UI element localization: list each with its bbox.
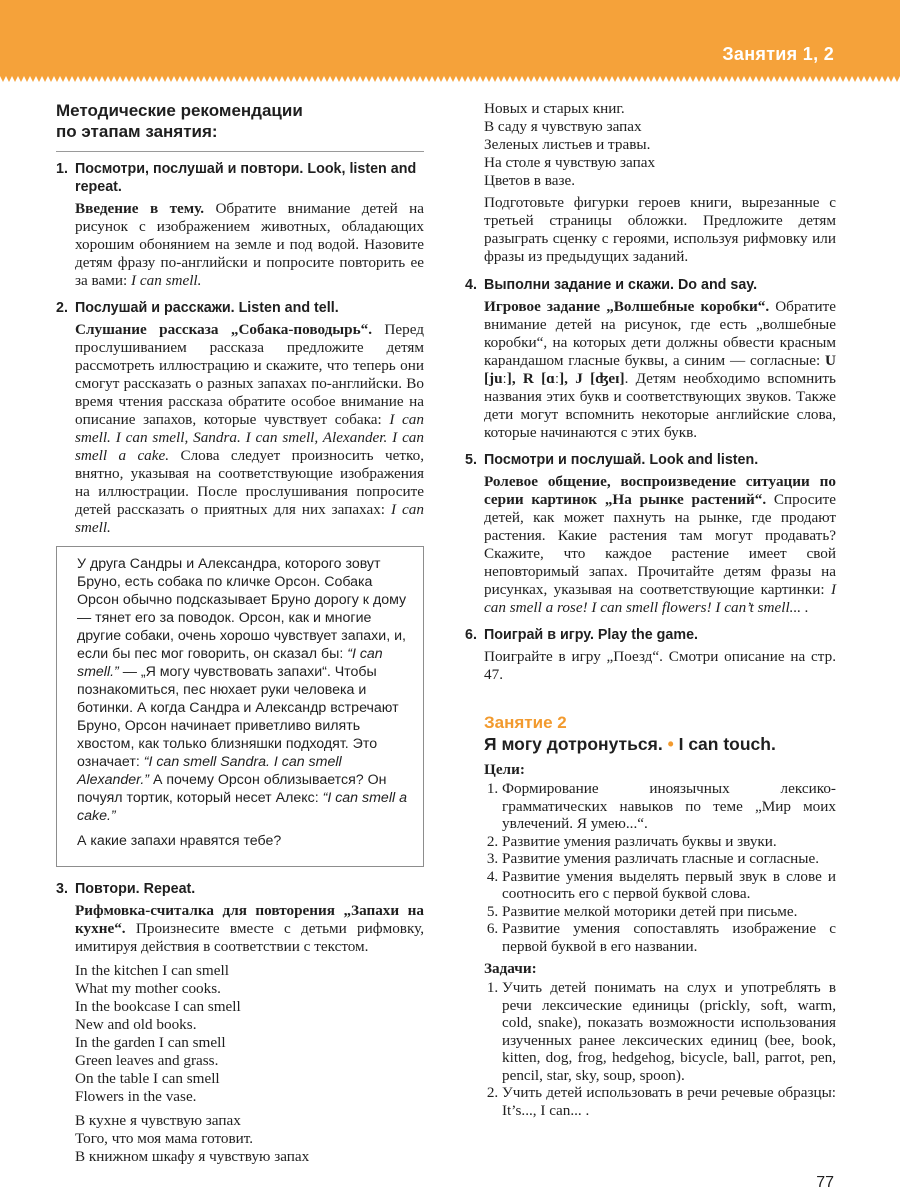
poem-line: На столе я чувствую запах — [484, 154, 656, 171]
list-item: 5. Развитие мелкой моторики детей при письме. — [502, 903, 836, 921]
task-number: 2. — [56, 300, 68, 316]
poem-line: In the bookcase I can smell — [75, 998, 241, 1015]
task-title: Послушай и расскажи. Listen and tell. — [75, 300, 339, 316]
list-item: 4. Развитие умения выделять первый звук в слове и соотносить его с первой буквой слова. — [502, 868, 836, 903]
poem-line: Новых и старых книг. — [484, 100, 625, 117]
poem-line: Green leaves and grass. — [75, 1052, 219, 1069]
list-item: 1. Учить детей понимать на слух и употреблять в речи лексические единицы (prickly, soft, warm, cold, snake), показать возможности использования изученных ранее лексических единиц (bee, book, kitten, dog, frog, hedgehog, bicycle, ball, parrot, pen, pencil, star, sky, soup, spoon). — [502, 979, 836, 1084]
task-title: Повтори. Repeat. — [75, 881, 196, 897]
poem-line: What my mother cooks. — [75, 980, 221, 997]
task-number: 5. — [465, 452, 477, 468]
task-number: 1. — [56, 161, 68, 177]
figures-text: Подготовьте фигурки героев книги, вырезанные с третьей страницы обложки. Предложите детям разыграть сценку с героями, используя рифмовку или фразы из предыдущих заданий. — [484, 194, 836, 265]
page-number: 77 — [816, 1174, 834, 1191]
poem-line: В книжном шкафу я чувствую запах — [75, 1148, 310, 1165]
poem-line: New and old books. — [75, 1016, 197, 1033]
task-5 — [465, 451, 836, 617]
left-column — [56, 100, 424, 1175]
tasks-label: Задачи: — [484, 960, 537, 977]
task-text: Рифмовка-считалка для повторения „Запахи на кухне“. Произнесите вместе с детьми рифмовку, имитируя действия в соответствии с текстом. — [75, 902, 424, 955]
task-number: 3. — [56, 881, 68, 897]
story-question: А какие запахи нравятся тебе? — [77, 833, 282, 849]
story-box — [56, 546, 424, 867]
story-text: У друга Сандры и Александра, которого зовут Бруно, есть собака по кличке Орсон. Собака Орсон обычно подсказывает Бруно дорогу к дому — тянет его за поводок. Орсон, как и многие другие собаки, очень хорошо чувствует запахи, и, если бы пес мог говорить, он сказал бы: “I can smell.” — „Я могу чувствовать запахи“. Чтобы познакомиться, пес нюхает руки человека и ботинки. А когда Сандра и Александр встречают Бруно, Орсон начинает приветливо вилять хвостом, как только близняшки подходят. Это означает: “I can smell Sandra. I can smell Alexander.” А почему Орсон облизывается? Он почуял тортик, который несет Алекс: “I can smell a cake.” — [77, 556, 407, 824]
goals-label: Цели: — [484, 761, 525, 778]
poem-line: In the kitchen I can smell — [75, 962, 229, 979]
poem-line: On the table I can smell — [75, 1070, 220, 1087]
poem-english — [75, 962, 424, 1106]
lesson-title: Занятие 2 — [484, 713, 567, 732]
task-number: 6. — [465, 627, 477, 643]
task-text: Слушание рассказа „Собака-поводырь“. Перед прослушиванием рассказа предложите детям рассмотреть иллюстрацию и скажите, что теперь они смогут рассказать о разных запахах по-английски. Во время чтения рассказа обратите особое внимание на описание запахов, которые чувствует собака: I can smell. I can smell, Sandra. I can smell, Alexander. I can smell a cake. Слова следует произносить четко, внятно, указывая на соответствующие изображения на иллюстрации. После прослушивания попросите детей рассказать о приятных для них запахах: I can smell. — [75, 321, 425, 536]
poem-line: Зеленых листьев и травы. — [484, 136, 651, 153]
lesson-subtitle: Я могу дотронуться. • I can touch. — [484, 734, 776, 754]
task-text: Поиграйте в игру „Поезд“. Смотри описание на стр. 47. — [484, 648, 836, 683]
task-6 — [465, 626, 836, 684]
list-item: 2. Учить детей использовать в речи речевые образцы: It’s..., I can... . — [502, 1084, 836, 1119]
header-zigzag-edge — [0, 76, 900, 86]
poem-line: В саду я чувствую запах — [484, 118, 642, 135]
tasks-list — [484, 979, 836, 1119]
bullet-dot: • — [667, 734, 674, 754]
list-item: 1. Формирование иноязычных лексико-грамматических навыков по теме „Мир моих увлечений. Я умею...“. — [502, 780, 836, 833]
poem-line: Flowers in the vase. — [75, 1088, 197, 1105]
task-title: Выполни задание и скажи. Do and say. — [484, 277, 758, 293]
poem-line: В кухне я чувствую запах — [75, 1112, 241, 1129]
goals-list — [484, 780, 836, 955]
poem-line: Цветов в вазе. — [484, 172, 576, 189]
list-item: 3. Развитие умения различать гласные и согласные. — [502, 850, 836, 868]
task-4 — [465, 276, 836, 442]
list-item: 2. Развитие умения различать буквы и звуки. — [502, 833, 836, 851]
heading-rule — [56, 151, 424, 152]
list-item: 6. Развитие умения сопоставлять изображение с первой буквой в его названии. — [502, 920, 836, 955]
poem-line: In the garden I can smell — [75, 1034, 226, 1051]
task-2 — [56, 299, 424, 537]
poem-line: Того, что моя мама готовит. — [75, 1130, 254, 1147]
task-title: Поиграй в игру. Play the game. — [484, 627, 699, 643]
task-title: Посмотри, послушай и повтори. Look, listen and repeat. — [75, 161, 417, 195]
task-text: Игровое задание „Волшебные коробки“. Обратите внимание детей на рисунок, где есть „волшебные коробки“, на которых дети должны обвести красным карандашом гласные буквы, а синим — согласные: U [juː], R [ɑː], J [ʤeɪ]. Детям необходимо вспомнить названия этих букв и соответствующих звуков. Также дети могут вспомнить некоторые английские слова, которые начинаются с этих букв. — [484, 298, 836, 441]
task-1 — [56, 160, 424, 290]
task-number: 4. — [465, 277, 477, 293]
poem-russian — [75, 1112, 424, 1166]
section-heading: Методические рекомендации по этапам занятия: — [56, 101, 303, 141]
task-text: Введение в тему. Обратите внимание детей на рисунок с изображением животных, обладающих хорошим обонянием на земле и под водой. Назовите детям фразу по-английски и попросите повторить ее за вами: I can smell. — [75, 200, 425, 289]
task-title: Посмотри и послушай. Look and listen. — [484, 452, 759, 468]
task-text: Ролевое общение, воспроизведение ситуации по серии картинок „На рынке растений“. Спросите детей, как может пахнуть на рынке, где продают растения. Какие растения там могут продавать? Скажите, что каждое растение имеет свой неповторимый запах. Прочитайте детям фразы на рисунках, указывая на соответствующие картинки: I can smell a rose! I can smell flowers! I can’t smell... . — [484, 473, 836, 616]
right-column — [465, 100, 836, 1124]
running-head: Занятия 1, 2 — [722, 44, 834, 64]
poem-russian-continued — [484, 100, 836, 190]
task-3 — [56, 880, 424, 1166]
